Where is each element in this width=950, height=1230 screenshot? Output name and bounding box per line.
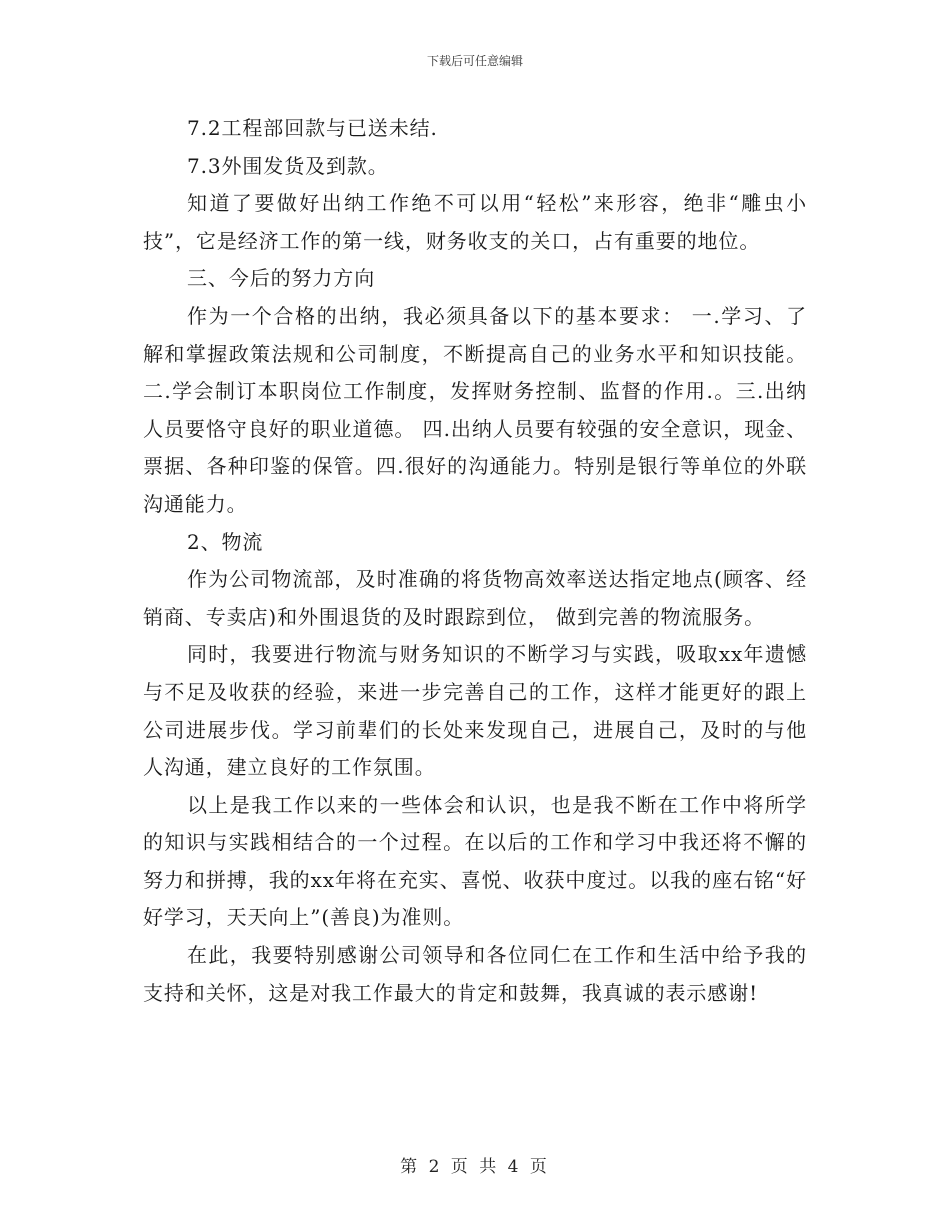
paragraph-7-2: 7.2工程部回款与已送未结.	[187, 116, 438, 140]
paragraph-7-3: 7.3外围发货及到款。	[187, 153, 389, 178]
paragraph-logistics-duty: 作为公司物流部，及时准确的将货物高效率送达指定地点(顾客、经销商、专卖店)和外围退货的及时跟踪到位， 做到完善的物流服务。	[143, 567, 807, 629]
paragraph-cashier-importance: 知道了要做好出纳工作绝不可以用“轻松”来形容，绝非“雕虫小技”，它是经济工作的第一线，财务收支的关口，占有重要的地位。	[143, 191, 807, 253]
paragraph-cashier-requirements: 作为一个合格的出纳，我必须具备以下的基本要求： 一.学习、了解和掌握政策法规和公司制度，不断提高自己的业务水平和知识技能。 二.学会制订本职岗位工作制度，发挥财务控制、监督的作用.。三.出纳人员要恪守良好的职业道德。 四.出纳人员要有较强的安全意识，现金、票据、各种印鉴的保管。四.很好的沟通能力。特别是银行等单位的外联沟通能力。	[143, 303, 807, 516]
paragraph-summary: 以上是我工作以来的一些体会和认识，也是我不断在工作中将所学的知识与实践相结合的一个过程。在以后的工作和学习中我还将不懈的努力和拼搏，我的xx年将在充实、喜悦、收获中度过。以我的座右铭“好好学习，天天向上”(善良)为准则。	[143, 792, 807, 930]
page-header: 下载后可任意编辑	[426, 54, 523, 68]
section-heading-logistics: 2、物流	[187, 529, 264, 554]
document-body	[143, 110, 807, 1012]
paragraph-thanks: 在此，我要特别感谢公司领导和各位同仁在工作和生活中给予我的支持和关怀，这是对我工作最大的肯定和鼓舞，我真诚的表示感谢!	[143, 943, 807, 1005]
page-number: 第 2 页 共 4 页	[400, 1157, 550, 1177]
paragraph-learning: 同时，我要进行物流与财务知识的不断学习与实践，吸取xx年遗憾与不足及收获的经验，来进一步完善自己的工作，这样才能更好的跟上公司进展步伐。学习前辈们的长处来发现自己，进展自己，及时的与他人沟通，建立良好的工作氛围。	[143, 642, 807, 780]
section-heading-future-direction: 三、今后的努力方向	[187, 266, 376, 291]
